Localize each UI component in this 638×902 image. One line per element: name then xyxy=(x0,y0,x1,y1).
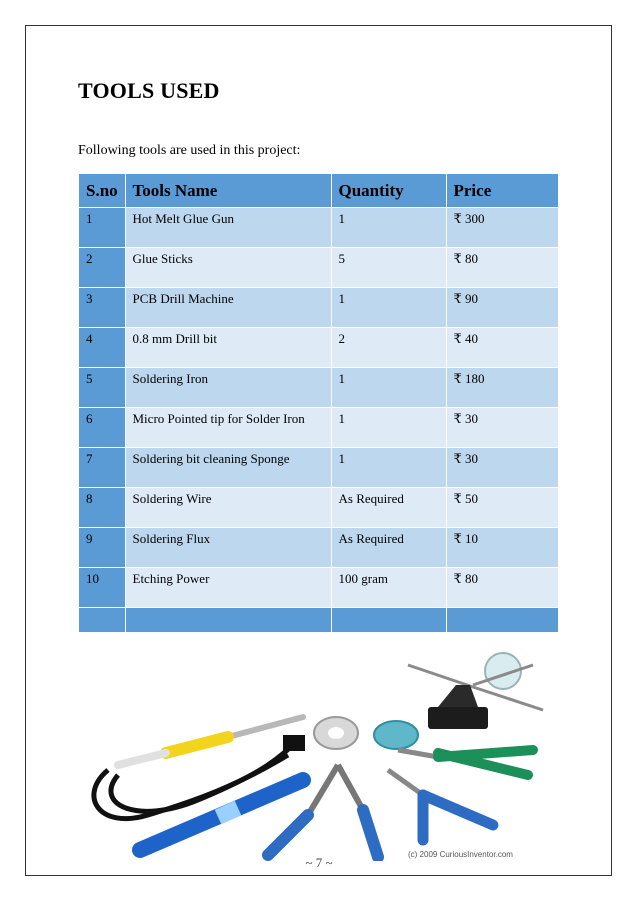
cell-price-text: ₹ 180 xyxy=(453,371,485,386)
table-row xyxy=(79,408,558,448)
footer-cell xyxy=(331,608,446,633)
cell-sno-text: 10 xyxy=(86,571,99,586)
cell-sno xyxy=(79,488,125,528)
table-row xyxy=(79,368,558,408)
cell-quantity-text: 2 xyxy=(338,331,345,346)
footer-cell xyxy=(125,608,331,633)
page-title: TOOLS USED xyxy=(78,78,220,103)
cell-tool-name xyxy=(125,368,331,408)
tools-table xyxy=(79,174,558,632)
cell-price xyxy=(446,248,558,288)
cell-price-text: ₹ 30 xyxy=(453,451,479,466)
cell-price xyxy=(446,528,558,568)
cell-quantity-text: 5 xyxy=(338,251,345,266)
cell-sno xyxy=(79,328,125,368)
cell-quantity-text: 1 xyxy=(338,291,345,306)
cell-tool-name-text: Micro Pointed tip for Solder Iron xyxy=(132,411,305,426)
cell-sno-text: 1 xyxy=(86,211,93,226)
cell-price-text: ₹ 50 xyxy=(453,491,479,506)
cell-price-text: ₹ 30 xyxy=(453,411,479,426)
cell-price xyxy=(446,568,558,608)
cell-price xyxy=(446,488,558,528)
table-row xyxy=(79,288,558,328)
cell-tool-name xyxy=(125,248,331,288)
cell-sno-text: 8 xyxy=(86,491,93,506)
table-header-row xyxy=(79,174,558,208)
cell-price-text: ₹ 300 xyxy=(453,211,485,226)
table-row xyxy=(79,568,558,608)
cell-price xyxy=(446,328,558,368)
header-tools-name: Tools Name xyxy=(125,174,331,208)
cell-sno-text: 4 xyxy=(86,331,93,346)
cell-tool-name-text: Soldering Wire xyxy=(132,491,212,506)
header-quantity: Quantity xyxy=(331,174,446,208)
cell-quantity xyxy=(331,248,446,288)
header-sno: S.no xyxy=(79,174,125,208)
cell-quantity xyxy=(331,448,446,488)
cell-tool-name xyxy=(125,448,331,488)
cell-quantity-text: 1 xyxy=(338,211,345,226)
cell-tool-name xyxy=(125,328,331,368)
intro-text: Following tools are used in this project: xyxy=(78,143,301,158)
cell-tool-name-text: Glue Sticks xyxy=(132,251,193,266)
cell-quantity xyxy=(331,288,446,328)
cell-quantity xyxy=(331,368,446,408)
cell-tool-name-text: Soldering bit cleaning Sponge xyxy=(132,451,290,466)
cell-price-text: ₹ 10 xyxy=(453,531,479,546)
cell-quantity xyxy=(331,528,446,568)
table-row xyxy=(79,488,558,528)
sponge-image xyxy=(374,721,418,749)
cell-price xyxy=(446,408,558,448)
cell-price-text: ₹ 80 xyxy=(453,571,479,586)
cell-tool-name xyxy=(125,208,331,248)
page-number: ~ 7 ~ xyxy=(305,855,333,870)
cell-price-text: ₹ 40 xyxy=(453,331,479,346)
cell-price xyxy=(446,288,558,328)
cell-sno-text: 6 xyxy=(86,411,93,426)
cell-sno xyxy=(79,568,125,608)
cell-sno xyxy=(79,288,125,328)
cell-tool-name-text: Hot Melt Glue Gun xyxy=(132,211,234,226)
footer-cell xyxy=(446,608,558,633)
cell-quantity xyxy=(331,568,446,608)
cell-quantity xyxy=(331,328,446,368)
table-row xyxy=(79,248,558,288)
cell-sno xyxy=(79,368,125,408)
photo-credit: (c) 2009 CuriousInventor.com xyxy=(408,850,513,859)
cell-sno xyxy=(79,248,125,288)
cell-tool-name-text: Etching Power xyxy=(132,571,210,586)
solder-spool-image xyxy=(314,717,358,749)
cell-quantity xyxy=(331,208,446,248)
cell-tool-name-text: PCB Drill Machine xyxy=(132,291,234,306)
cell-tool-name-text: Soldering Iron xyxy=(132,371,208,386)
cell-sno-text: 5 xyxy=(86,371,93,386)
table-row xyxy=(79,328,558,368)
cell-tool-name xyxy=(125,488,331,528)
cell-price xyxy=(446,208,558,248)
cell-quantity-text: 1 xyxy=(338,371,345,386)
table-footer-row xyxy=(79,608,558,633)
cell-sno xyxy=(79,408,125,448)
footer-cell xyxy=(79,608,125,633)
table-row xyxy=(79,208,558,248)
header-price: Price xyxy=(446,174,558,208)
cell-sno xyxy=(79,208,125,248)
cell-sno-text: 3 xyxy=(86,291,93,306)
cell-quantity-text: 100 gram xyxy=(338,571,388,586)
cell-tool-name xyxy=(125,568,331,608)
cell-tool-name xyxy=(125,288,331,328)
cell-tool-name-text: 0.8 mm Drill bit xyxy=(132,331,217,346)
cell-price-text: ₹ 80 xyxy=(453,251,479,266)
table-row xyxy=(79,448,558,488)
cell-sno-text: 9 xyxy=(86,531,93,546)
cell-price-text: ₹ 90 xyxy=(453,291,479,306)
cell-quantity-text: As Required xyxy=(338,491,404,506)
cell-sno-text: 2 xyxy=(86,251,93,266)
cell-tool-name xyxy=(125,408,331,448)
cell-quantity xyxy=(331,408,446,448)
table-row xyxy=(79,528,558,568)
cell-price xyxy=(446,448,558,488)
cell-quantity-text: As Required xyxy=(338,531,404,546)
cell-sno xyxy=(79,528,125,568)
cell-tool-name-text: Soldering Flux xyxy=(132,531,211,546)
cell-quantity-text: 1 xyxy=(338,451,345,466)
cell-sno xyxy=(79,448,125,488)
cell-quantity-text: 1 xyxy=(338,411,345,426)
cell-tool-name xyxy=(125,528,331,568)
tools-photo xyxy=(78,645,561,861)
cell-quantity xyxy=(331,488,446,528)
cell-sno-text: 7 xyxy=(86,451,93,466)
cell-price xyxy=(446,368,558,408)
